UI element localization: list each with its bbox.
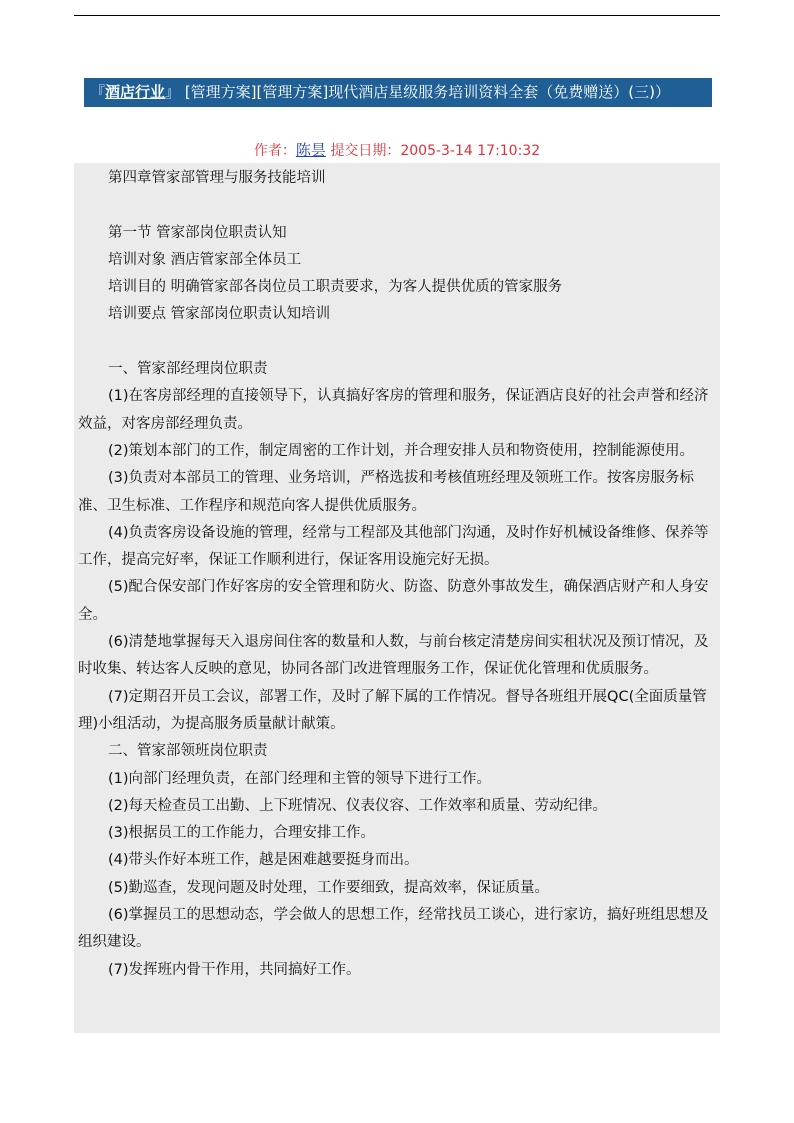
paragraph: (6)清楚地掌握每天入退房间住客的数量和人数，与前台核定清楚房间实租状况及预订情况，及时收集、转达客人反映的意见，协同各部门改进管理服务工作，保证优化管理和优质服务。 [78, 634, 709, 678]
blank-line [78, 329, 716, 356]
paragraph: (7)定期召开员工会议，部署工作，及时了解下属的工作情况。督导各班组开展QC(全面质量管理)小组活动，为提高服务质量献计献策。 [78, 688, 707, 732]
paragraph: (1)向部门经理负责，在部门经理和主管的领导下进行工作。 [108, 770, 492, 787]
paragraph: 第四章管家部管理与服务技能培训 [108, 170, 326, 186]
article-title-bar [84, 78, 712, 107]
category-link[interactable]: 酒店行业 [105, 83, 166, 101]
top-rule [74, 15, 720, 16]
blank-line [78, 192, 716, 219]
paragraph: (3)根据员工的工作能力，合理安排工作。 [108, 825, 376, 842]
paragraph: (2)每天检查员工出勤、上下班情况、仪表仪容、工作效率和质量、劳动纪律。 [108, 797, 608, 814]
submit-date: 2005-3-14 17:10:32 [400, 143, 541, 159]
paragraph: (5)勤巡查，发现问题及时处理，工作要细致，提高效率，保证质量。 [108, 879, 550, 896]
date-label: 提交日期： [330, 143, 401, 159]
paragraph: (5)配合保安部门作好客房的安全管理和防火、防盗、防意外事故发生，确保酒店财产和人身安全。 [78, 579, 709, 623]
paragraph: (1)在客房部经理的直接领导下，认真搞好客房的管理和服务，保证酒店良好的社会声誉和经济效益，对客房部经理负责。 [78, 388, 709, 432]
paragraph: (4)负责客房设备设施的管理，经常与工程部及其他部门沟通，及时作好机械设备维修、保养等工作，提高完好率，保证工作顺利进行，保证客用设施完好无损。 [78, 524, 709, 569]
article-title: [管理方案][管理方案]现代酒店星级服务培训资料全套（免费赠送）(三)） [184, 83, 670, 101]
article-body [74, 163, 720, 1033]
byline [0, 140, 794, 161]
paragraph: 第一节 管家部岗位职责认知 [108, 224, 287, 241]
section-heading: 二、管家部领班岗位职责 [108, 743, 268, 760]
section-heading: 一、管家部经理岗位职责 [108, 361, 268, 378]
paragraph: (2)策划本部门的工作，制定周密的工作计划，并合理安排人员和物资使用，控制能源使用。 [108, 442, 695, 459]
paragraph: (7)发挥班内骨干作用，共同搞好工作。 [108, 961, 361, 978]
author-link[interactable]: 陈昙 [295, 141, 326, 159]
paragraph: 培训目的 明确管家部各岗位员工职责要求，为客人提供优质的管家服务 [108, 279, 563, 296]
paragraph: (6)掌握员工的思想动态，学会做人的思想工作，经常找员工谈心，进行家访，搞好班组思想及组织建设。 [78, 907, 709, 951]
paragraph: 培训要点 管家部岗位职责认知培训 [108, 306, 331, 323]
author-label: 作者： [253, 143, 296, 159]
paragraph: 培训对象 酒店管家部全体员工 [108, 251, 302, 268]
category-open: 『 [90, 83, 106, 101]
paragraph: (4)带头作好本班工作，越是困难越要挺身而出。 [108, 852, 419, 869]
category-close: 』 [165, 83, 181, 101]
paragraph: (3)负责对本部员工的管理、业务培训，严格选拔和考核值班经理及领班工作。按客房服务标准、卫生标准、工作程序和规范向客人提供优质服务。 [78, 470, 695, 514]
